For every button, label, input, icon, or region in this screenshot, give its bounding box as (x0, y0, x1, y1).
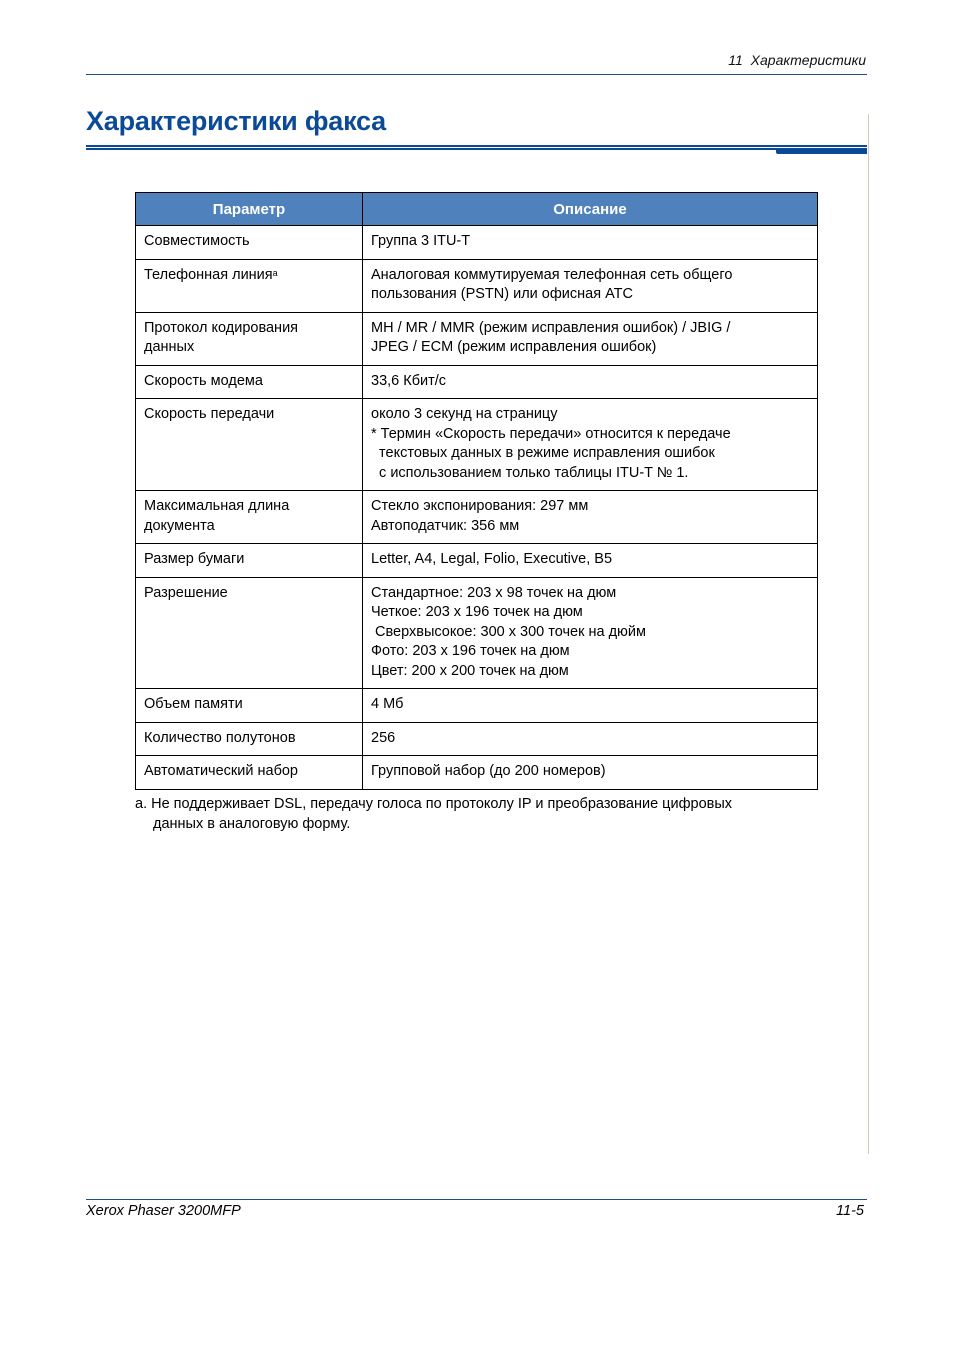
side-margin-rule (868, 114, 869, 1154)
table-row (136, 259, 818, 312)
description-text: 33,6 Кбит/с (371, 372, 447, 389)
footer-page-number: 11-5 (836, 1203, 864, 1219)
fax-specs-table (135, 192, 818, 790)
footnote-marker: a (272, 267, 278, 278)
table-row (136, 312, 818, 365)
column-header-description: Описание (363, 193, 818, 226)
parameter-cell (136, 491, 363, 544)
description-text: с использованием только таблицы ITU-T № 1. (371, 464, 689, 481)
description-cell (363, 722, 818, 756)
description-text: Фото: 203 x 196 точек на дюм (371, 643, 570, 659)
description-text: MH / MR / MMR (режим исправления ошибок) / JBIG / (371, 319, 731, 336)
table-row (136, 365, 818, 399)
parameter-text: Автоматический набор (144, 763, 298, 779)
parameter-cell (136, 756, 363, 790)
parameter-cell (136, 577, 363, 689)
footer-product-name: Xerox Phaser 3200MFP (86, 1203, 241, 1219)
table-row (136, 722, 818, 756)
parameter-text: данных (144, 339, 195, 355)
description-text: пользования (PSTN) или офисная АТС (371, 286, 633, 302)
parameter-text: Скорость модема (144, 372, 263, 389)
header-divider (86, 74, 867, 75)
footer-divider (86, 1199, 867, 1200)
title-divider (86, 145, 867, 147)
description-text: текстовых данных в режиме исправления ошибок (371, 445, 715, 461)
description-text: Автоподатчик: 356 мм (371, 517, 520, 534)
parameter-text: Совместимость (144, 233, 250, 249)
table-header-row (136, 193, 818, 226)
table-row (136, 544, 818, 578)
parameter-text: Телефонная линия (144, 266, 273, 283)
description-cell (363, 689, 818, 723)
parameter-cell (136, 312, 363, 365)
description-text: Групповой набор (до 200 номеров) (371, 763, 606, 779)
description-text: Letter, A4, Legal, Folio, Executive, B5 (371, 551, 613, 567)
description-text: 4 Мб (371, 696, 404, 712)
description-text: Группа 3 ITU-T (371, 233, 471, 249)
page-title: Характеристики факса (86, 106, 386, 136)
description-cell (363, 577, 818, 689)
description-cell (363, 544, 818, 578)
parameter-cell (136, 259, 363, 312)
table-row (136, 577, 818, 689)
description-text: JPEG / ECM (режим исправления ошибок) (371, 339, 657, 355)
parameter-cell (136, 689, 363, 723)
table-row (136, 399, 818, 491)
parameter-text: Объем памяти (144, 696, 243, 712)
parameter-cell (136, 365, 363, 399)
table-row (136, 689, 818, 723)
table-row (136, 756, 818, 790)
running-head: 11 Характеристики (728, 52, 866, 68)
parameter-text: документа (144, 517, 215, 534)
footnote-line: a. Не поддерживает DSL, передачу голоса по протоколу IP и преобразование цифровых (135, 796, 733, 812)
description-text: 256 (371, 729, 396, 746)
parameter-text: Протокол кодирования (144, 319, 299, 336)
description-text: Стекло экспонирования: 297 мм (371, 498, 589, 514)
table-row (136, 226, 818, 260)
title-tab-decoration (776, 148, 867, 154)
description-cell (363, 226, 818, 260)
description-text: Сверхвысокое: 300 x 300 точек на дюйм (371, 623, 646, 640)
parameter-text: Скорость передачи (144, 406, 275, 422)
description-text: Стандартное: 203 x 98 точек на дюм (371, 584, 617, 601)
parameter-text: Разрешение (144, 584, 228, 601)
footnote-line: данных в аналоговую форму. (153, 816, 351, 832)
table-row (136, 491, 818, 544)
parameter-cell (136, 226, 363, 260)
description-cell (363, 491, 818, 544)
parameter-cell (136, 399, 363, 491)
parameter-cell (136, 544, 363, 578)
footnote (135, 794, 825, 834)
description-cell (363, 365, 818, 399)
description-text: Цвет: 200 x 200 точек на дюм (371, 662, 569, 679)
table-body (136, 226, 818, 790)
column-header-parameter: Параметр (136, 193, 363, 226)
parameter-text: Максимальная длина (144, 498, 290, 514)
description-cell (363, 399, 818, 491)
description-cell (363, 312, 818, 365)
description-text: около 3 секунд на страницу (371, 406, 558, 422)
title-divider-secondary (86, 148, 867, 150)
parameter-cell (136, 722, 363, 756)
description-cell (363, 756, 818, 790)
description-cell (363, 259, 818, 312)
description-text: Четкое: 203 x 196 точек на дюм (371, 604, 583, 620)
parameter-text: Размер бумаги (144, 551, 245, 567)
description-text: Аналоговая коммутируемая телефонная сеть общего (371, 266, 733, 283)
parameter-text: Количество полутонов (144, 729, 296, 746)
description-text: * Термин «Скорость передачи» относится к передаче (371, 425, 731, 442)
